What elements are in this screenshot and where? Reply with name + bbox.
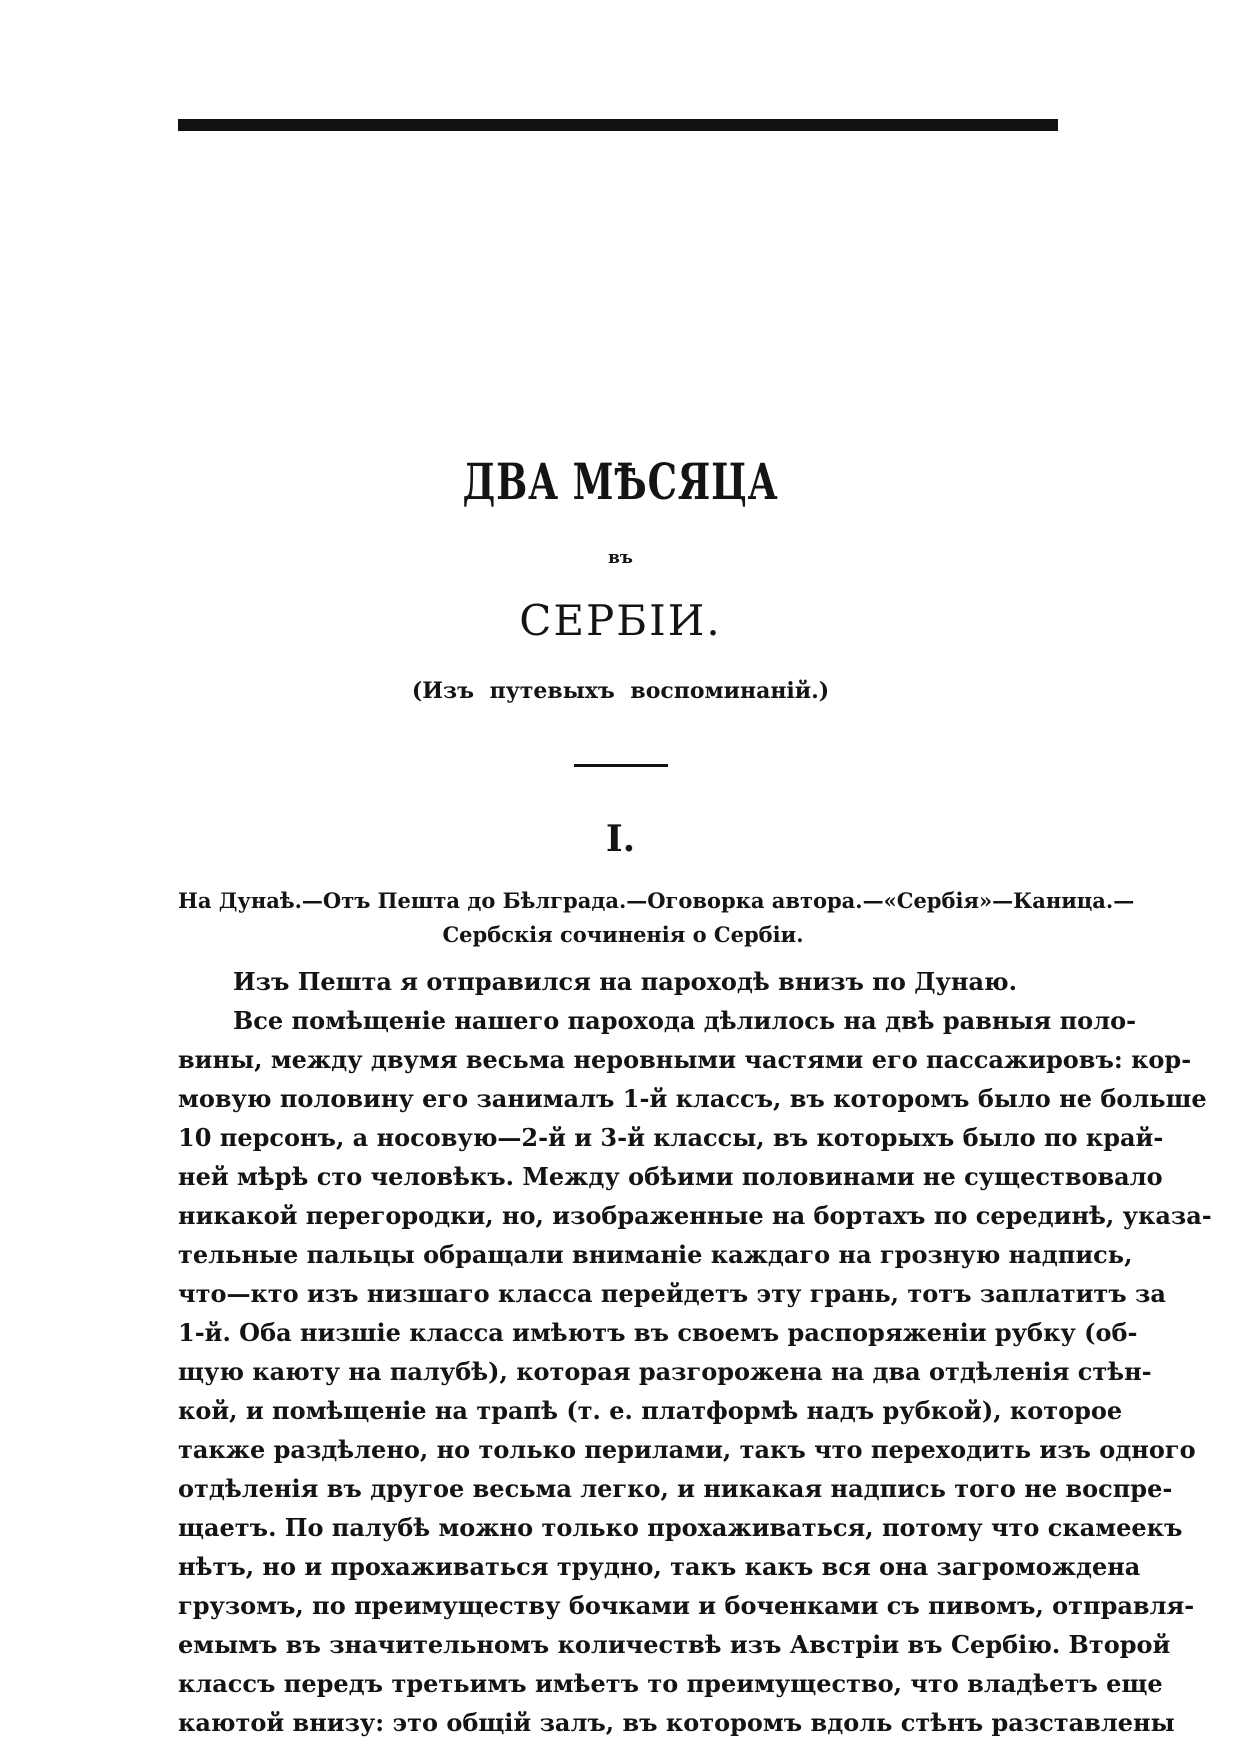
- text-line: тельные пальцы обращали вниманіе каждаго на грозную надпись,: [178, 1240, 1133, 1269]
- text-line: 10 персонъ, а носовую—2-й и 3-й классы, въ которыхъ было по край-: [178, 1123, 1164, 1152]
- text-line: грузомъ, по преимуществу бочками и боченками съ пивомъ, отправля-: [178, 1591, 1195, 1620]
- page-subtitle: СЕРБІИ.: [519, 596, 722, 645]
- text-line: мовую половину его занималъ 1-й классъ, въ которомъ было не больше: [178, 1084, 1207, 1113]
- text-line: классъ передъ третьимъ имѣетъ то преимущество, что владѣетъ еще: [178, 1669, 1163, 1698]
- chapter-number: I.: [605, 818, 636, 860]
- text-line: каютой внизу: это общій залъ, въ которомъ вдоль стѣнъ разставлены: [178, 1708, 1175, 1737]
- text-line: отдѣленія въ другое весьма легко, и никакая надпись того не воспре-: [178, 1474, 1173, 1503]
- text-line: вины, между двумя весьма неровными частями его пассажировъ: кор-: [178, 1045, 1192, 1074]
- title-preposition: въ: [608, 548, 633, 568]
- page-title: ДВА МѢСЯЦА: [462, 452, 779, 511]
- summary-line: Сербскія сочиненія о Сербіи.: [442, 922, 804, 947]
- text-line: никакой перегородки, но, изображенные на бортахъ по серединѣ, указа-: [178, 1201, 1212, 1230]
- text-line: кой, и помѣщеніе на трапѣ (т. е. платформѣ надъ рубкой), которое: [178, 1396, 1123, 1425]
- text-line: емымъ въ значительномъ количествѣ изъ Австріи въ Сербію. Второй: [178, 1630, 1171, 1659]
- text-line: Все помѣщеніе нашего парохода дѣлилось на двѣ равныя поло-: [233, 1006, 1137, 1035]
- body-text: [178, 962, 1212, 1742]
- section-divider: [574, 764, 668, 767]
- text-line: 1-й. Оба низшіе класса имѣютъ въ своемъ распоряженіи рубку (об-: [178, 1318, 1138, 1347]
- text-line: что—кто изъ низшаго класса перейдетъ эту грань, тотъ заплатитъ за: [178, 1279, 1166, 1308]
- chapter-summary: [178, 884, 1135, 952]
- subheading: (Изъ путевыхъ воспоминаній.): [411, 678, 830, 704]
- text-line: щаетъ. По палубѣ можно только прохаживаться, потому что скамеекъ: [178, 1513, 1183, 1542]
- text-line: также раздѣлено, но только перилами, такъ что переходить изъ одного: [178, 1435, 1196, 1464]
- text-line: нѣтъ, но и прохаживаться трудно, такъ какъ вся она загромождена: [178, 1552, 1141, 1581]
- header-rule: [178, 119, 1058, 131]
- text-line: щую каюту на палубѣ), которая разгорожена на два отдѣленія стѣн-: [178, 1357, 1152, 1386]
- summary-line: На Дунаѣ.—Отъ Пешта до Бѣлграда.—Оговорка автора.—«Сербія»—Каница.—: [178, 888, 1135, 913]
- text-line: Изъ Пешта я отправился на пароходѣ внизъ по Дунаю.: [233, 967, 1017, 996]
- text-line: ней мѣрѣ сто человѣкъ. Между обѣими половинами не существовало: [178, 1162, 1163, 1191]
